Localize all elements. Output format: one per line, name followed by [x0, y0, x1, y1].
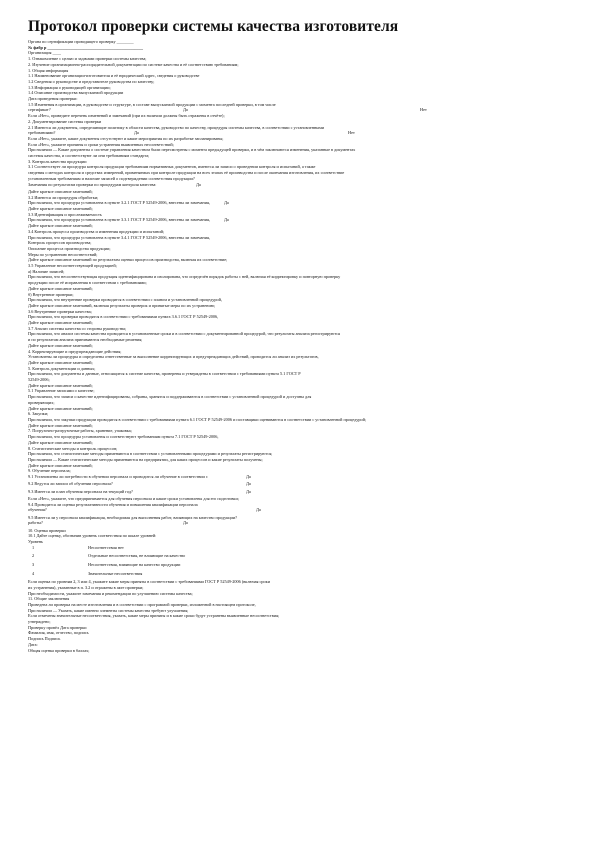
level-number: 2	[32, 553, 35, 559]
line-text: Установлены ли процедуры и определены ответственные за выполнение корректирующих и предупреждающих действий, проводится ли анализ их результатов,	[28, 354, 319, 360]
line-text: При необходимости, укажите замечания и рекомендации по улучшению системы качества;	[28, 590, 193, 596]
line-text: 52549-2006;	[28, 377, 50, 383]
level-number: 4	[32, 570, 35, 576]
line-text: 3.7 Анализ системы качества со стороны руководства;	[28, 325, 127, 331]
line-text: 3.3 Идентификация и прослеживаемость	[28, 211, 102, 217]
answer-option: Да	[246, 488, 251, 494]
line-text: 1. Ознакомление с целью и задачами проверки системы качества;	[28, 56, 147, 62]
line-text: проверяющих;	[28, 399, 55, 405]
line-text: Подпись Подпись	[28, 636, 61, 642]
level-description: Значительные несоответствия	[88, 570, 143, 576]
line-text: Если «Нет», укажите, что предпринимается для обучения персонала и какие сроки установлены для его подготовки;	[28, 495, 239, 501]
line-text: При наличии, что процедура установлена в пункте 3.4.1 ГОСТ Р 52549-2006, внесены ли замечания,	[28, 234, 210, 240]
answer-option: Нет	[420, 107, 427, 113]
line-text: сертификат?	[28, 107, 51, 113]
line-text: продукции после её исправления в соответствии с требованиями;	[28, 280, 147, 286]
level-row	[28, 545, 576, 554]
line-text: Дата проведения проверки:	[28, 96, 78, 102]
answer-option: Да	[246, 474, 251, 480]
line-text: При наличии, что документы и данные, относящиеся к системе качества, проверены и утверждены в соответствии с требованиями пункта 5.1 ГОСТ Р	[28, 371, 301, 377]
line-text: сведения о методах контроля и средствах измерений, применяемых при контроле продукции на всех этапах её производства и после окончания изготовления, их соответствие	[28, 170, 345, 176]
line-text: Если оценка по уровням 2, 3 или 4, укажите какие меры приняты в соответствии с требованиями ГОСТ Р 52549-2006 (включая сроки	[28, 579, 270, 585]
line-text: 9.2 Ведутся ли записи об обучении персонала?	[28, 481, 113, 487]
level-description: Отдельные несоответствия, не влияющие на качество	[88, 553, 186, 559]
line-text: При наличии, что проверки проводятся в соответствии с требованиями пункта 3.6.1 ГОСТ Р 52549-2006,	[28, 314, 219, 320]
line-text: Если «Нет», приведите перечень изменений и замечаний (при их наличии должны быть отражены в отчёте);	[28, 113, 225, 119]
line-text: 3.5 Управление несоответствующей продукцией;	[28, 263, 117, 269]
protocol-line	[28, 489, 576, 495]
line-text: 1.4 Описание производства выпускаемой продукции	[28, 90, 124, 96]
line-text: их устранения), указанные в п. 3.2 и отражены в акте проверки;	[28, 584, 144, 590]
protocol-line	[28, 648, 576, 654]
line-text: Дайте краткое описание замечаний;	[28, 188, 93, 194]
line-text: утверждено;	[28, 619, 51, 625]
answer-option: Да	[256, 507, 261, 513]
line-text: Дайте краткое описание замечаний;	[28, 462, 93, 468]
protocol-line	[28, 481, 576, 487]
line-text: Уровень	[28, 539, 43, 545]
line-text: обучения?	[28, 507, 47, 513]
line-text: Если «Нет», укажите причины и сроки устранения выявленных несоответствий;	[28, 141, 174, 147]
protocol-body	[28, 45, 576, 545]
line-text: 7. Погрузочно-разгрузочные работы, хранение, упаковка;	[28, 428, 132, 434]
line-text: 3. Контроль качества продукции	[28, 158, 87, 164]
line-text: Дайте краткое описание замечаний;	[28, 320, 93, 326]
level-number: 3	[32, 561, 35, 567]
answer-option: Да	[224, 200, 229, 206]
level-number: 1	[32, 544, 35, 550]
document-title: Протокол проверки системы качества изготовителя	[28, 18, 399, 35]
line-text: 10.1 Дайте оценку, обозначив уровень соответствия по шкале уровней:	[28, 533, 157, 539]
line-text: Проверку провёл Дата проверки	[28, 624, 87, 630]
line-text: Фамилия, имя, отчество, подпись	[28, 630, 89, 636]
line-text: При наличии, что закупки продукции проводятся в соответствии с требованиями пункта 6.1 ГОСТ Р 52549-2006 и поставщики оцениваются в соответствии с установленной процедурой;	[28, 417, 367, 422]
level-description: Несоответствия, влияющие на качество продукции	[88, 561, 181, 567]
line-text: Общая оценка проверки в баллах;	[28, 647, 90, 653]
line-text: 11. Общие заключения	[28, 596, 70, 602]
line-text: Дайте краткое описание замечаний;	[28, 342, 93, 348]
line-text: Дайте краткое описание замечаний;	[28, 223, 93, 229]
line-text: Дайте краткое описание замечаний;	[28, 359, 93, 365]
line-text: Проведена ли проверка на месте изготовления и в соответствии с программой проверки, изложенной в настоящем протоколе,	[28, 601, 256, 607]
line-text: При наличии — Какие статистические методы применяются на предприятии, для каких процессов и какие результаты получены;	[28, 456, 263, 462]
answer-option: Да	[183, 107, 188, 113]
line-text: Дайте краткое описание замечаний;	[28, 382, 93, 388]
line-text: При наличии, что процедура установлена в пункте 3.2.1 ГОСТ Р 52549-2006, внесены ли замечания,	[28, 200, 210, 206]
line-text: установленным требованиям и наличие записей о подтверждении соответствия продукции?	[28, 175, 195, 181]
line-text: 1.3 Информация о руководящей организации;	[28, 84, 111, 90]
line-text: При наличии — Какие документы о системе управления качеством были пересмотрены с момента предыдущей проверки, и в чём заключаются изменения, указанные в документах	[28, 147, 356, 153]
answer-option: Да	[196, 181, 201, 187]
answer-option: Да	[134, 130, 139, 136]
line-text: 1.1 Наименование организации-изготовителя и её юридический адрес, сведения о руководстве	[28, 73, 200, 79]
line-text: а) Наличие записей;	[28, 268, 65, 274]
line-text: 3.6 Внутренние проверки качества;	[28, 308, 92, 314]
line-text: 3.1 Соответствует ли процедура контроля продукции требованиям нормативных документов, имеются ли записи о проведении контроля и испытаний, а также	[28, 164, 316, 170]
line-text: При наличии, что записи о качестве идентифицированы, собраны, хранятся и поддерживаются в соответствии с установленной процедурой и доступны для	[28, 394, 312, 400]
answer-option: Да	[183, 520, 188, 526]
answer-option: Да	[246, 481, 251, 487]
header-line: Органа по сертификации проводящего проверку ________	[28, 39, 134, 44]
line-text: 1.2 Сведения о руководстве и представителе руководства по качеству;	[28, 78, 155, 84]
line-text: 9.4 Проводится ли оценка результативности обучения и повышения квалификации персонала	[28, 501, 198, 507]
line-text: 3.4 Контроль процесса производства и изменения продукции и испытаний;	[28, 228, 165, 234]
line-text: При наличии, что анализ системы качества проводится в установленные сроки и в соответствии с документированной процедурой, что результаты анализа регистрируются	[28, 331, 340, 337]
level-row	[28, 571, 576, 580]
line-text: Описание процесса производства продукции;	[28, 245, 111, 251]
line-text: При наличии — Указать, какие именно элементы системы качества требуют улучшения;	[28, 607, 189, 613]
line-text: 9.3 Имеется ли план обучения персонала на текущий год?	[28, 488, 133, 494]
line-text: работы?	[28, 520, 43, 526]
line-text: № фабр р _____________________________________________	[28, 44, 144, 50]
levels-table	[28, 545, 576, 579]
line-text: Дайте краткое описание замечаний;	[28, 205, 93, 211]
line-text: При наличии, что статистические методы применяются в соответствии с установленными процедурами и результаты регистрируются;	[28, 451, 273, 457]
line-text: и по результатам анализа принимаются необходимые решения;	[28, 337, 143, 343]
line-text: 2.1 Имеются ли документы, определяющие политику в области качества, руководство по качеству, процедуры системы качества, в соответствии с установленными	[28, 124, 325, 130]
line-text: При наличии, что процедура установлена в пункте 3.3.1 ГОСТ Р 52549-2006, внесены ли замечания,	[28, 217, 210, 223]
line-text: Дайте краткое описание замечаний;	[28, 285, 93, 291]
line-text: 6. Закупки;	[28, 411, 49, 417]
line-text: Дайте краткое описание замечаний;	[28, 422, 93, 428]
line-text: При наличии, что процедуры установлены и соответствуют требованиям пункта 7.1 ГОСТ Р 52549-2006,	[28, 434, 219, 440]
level-description: Несоответствия нет	[88, 544, 124, 550]
line-text: 1.5 Изменения в организации, в руководстве и структуре, в составе выпускаемой продукции с момента последней проверки, в том числе	[28, 101, 276, 107]
line-text: Если «Нет», укажите, какие документы отсутствуют и какие мероприятия по их разработке запланированы;	[28, 135, 224, 141]
line-text: При наличии, что внутренние проверки проводятся в соответствии с планом и установленной процедурой,	[28, 297, 222, 303]
line-text: 10. Оценка проверки	[28, 527, 66, 533]
line-text: 9.5 Имеется ли у персонала квалификация, необходимая для выполнения работ, влияющих на качество продукции?	[28, 514, 237, 520]
line-text: 1. Общая информация	[28, 67, 69, 73]
line-text: Меры по устранению несоответствий;	[28, 251, 98, 257]
line-text: 8. Статистические методы и контроль процессов;	[28, 445, 118, 451]
line-text: 2. Документирование системы проверки	[28, 118, 102, 124]
answer-option: Нет	[348, 130, 355, 136]
line-text: 5. Контроль документации и данных;	[28, 365, 96, 371]
line-text: б) Внутренние проверки;	[28, 291, 74, 297]
line-text: Дайте краткое описание замечаний, включая результаты проверок и принятые меры по их устранению;	[28, 302, 216, 308]
line-text: 4. Корректирующие и предупреждающие действия;	[28, 348, 122, 354]
line-text: Дата:	[28, 641, 38, 647]
protocol-line	[28, 520, 576, 526]
protocol-line	[28, 182, 576, 188]
line-text: Дайте краткое описание замечаний по результатам оценки процессов производства, включая их соответствие;	[28, 257, 228, 263]
line-text: Организация ____	[28, 50, 62, 56]
level-row	[28, 553, 576, 562]
line-text: 9.1 Установлены ли потребности в обучении персонала и проводится ли обучение в соответствии с	[28, 474, 208, 480]
level-row	[28, 562, 576, 571]
line-text: Дайте краткое описание замечаний;	[28, 439, 93, 445]
line-text: 2. Изучение организационно-распорядительной документации по системе качества и её соответствию требованиям;	[28, 61, 239, 67]
protocol-line	[28, 474, 576, 480]
protocol-page	[28, 18, 576, 653]
line-text: При наличии, что несоответствующая продукция идентифицирована и изолирована, что определён порядок работы с ней, включая её корректировку и повторную проверку	[28, 274, 341, 280]
line-text: Дайте краткое описание замечаний;	[28, 405, 93, 411]
line-text: Контроль процессов производства;	[28, 240, 92, 246]
line-text: 5.1 Управление записями о качестве;	[28, 388, 95, 394]
line-text: системы качества, и соответствуют ли они требованиям стандарта;	[28, 153, 150, 159]
line-text: 3.2 Имеются ли процедуры обработки;	[28, 194, 99, 200]
line-text: 9. Обучение персонала;	[28, 468, 71, 474]
protocol-footer	[28, 579, 576, 653]
line-text: Если отмечены значительные несоответствия, указать, какие меры приняты и в какие сроки будут устранены выявленные несоответствия;	[28, 613, 280, 619]
line-text: требованиями?	[28, 130, 56, 136]
line-text: Замечания по результатам проверки по процедурам контроля качества:	[28, 181, 157, 187]
protocol-line	[28, 507, 576, 513]
answer-option: Да	[224, 217, 229, 223]
